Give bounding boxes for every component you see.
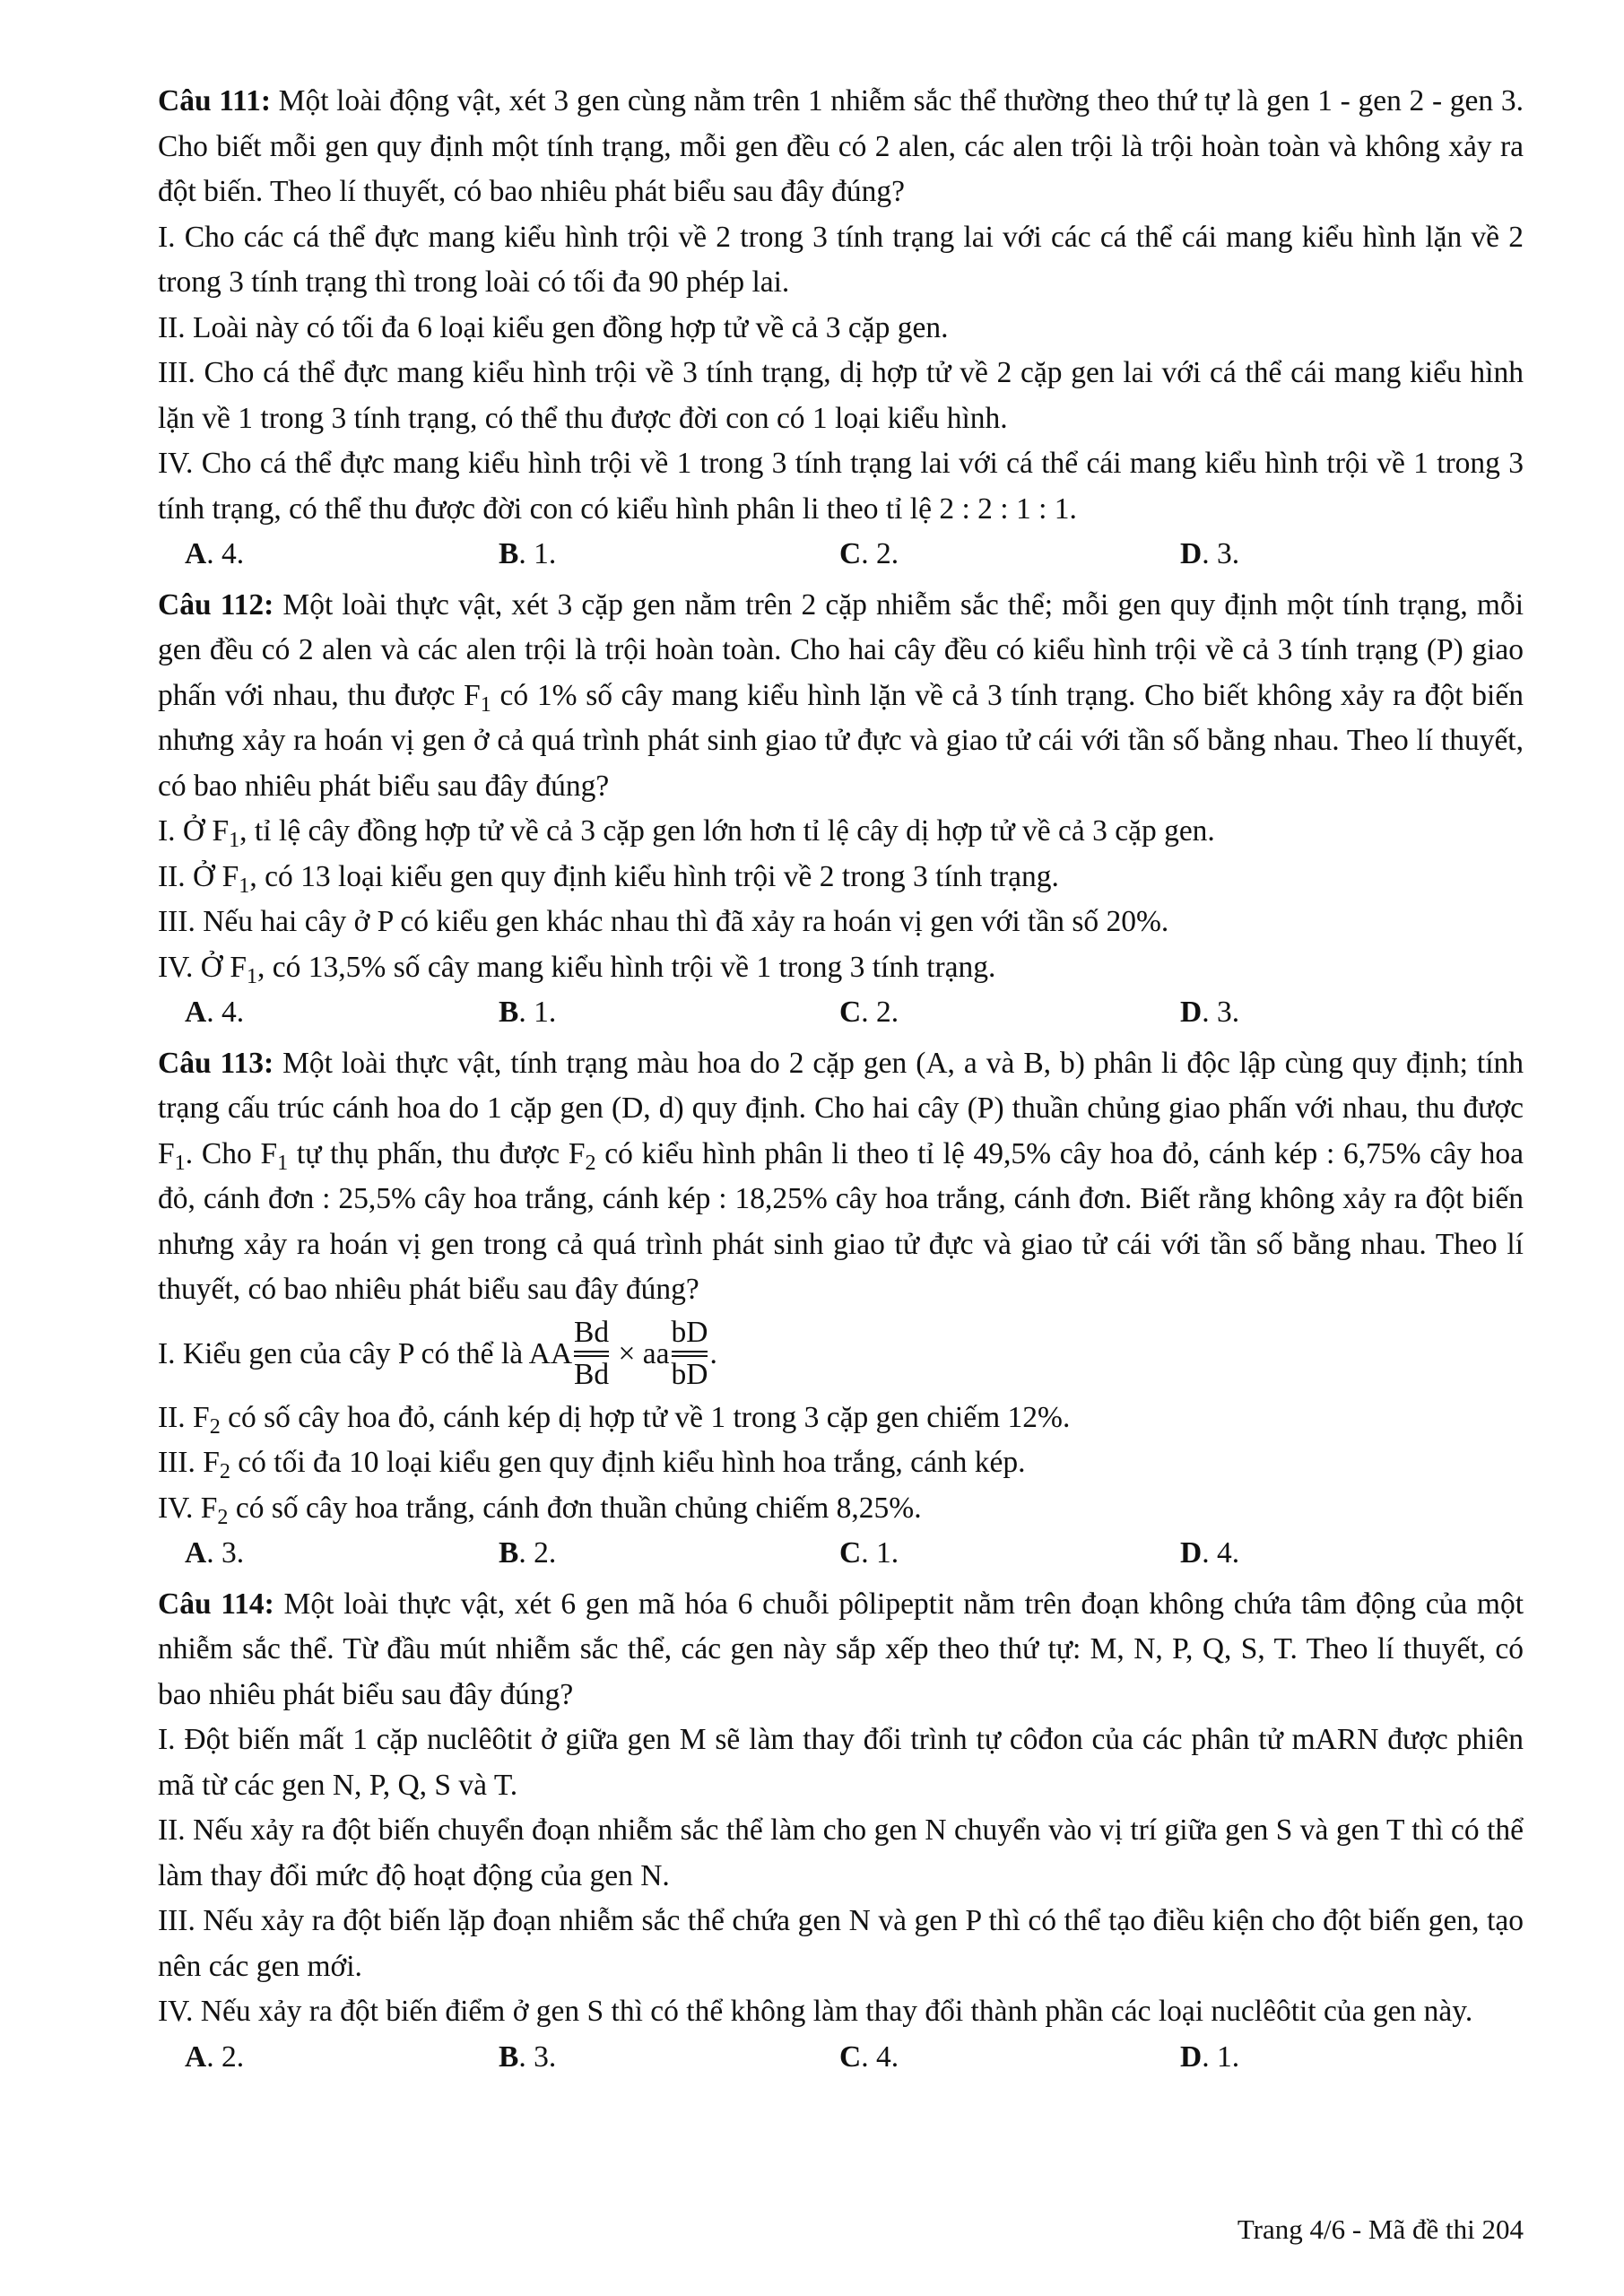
choice-d[interactable]: D. 4.: [1180, 1536, 1240, 1570]
question-113: [158, 1041, 1524, 1577]
statement-4: IV. $F_2$ có số cây hoa trắng, cánh đơn thuần chủng chiếm 8,25%.: [158, 1491, 922, 1529]
chromosome-double-line: [574, 1351, 609, 1357]
statement-4: IV. Nếu xảy ra đột biến điểm ở gen S thì có thể không làm thay đổi thành phần các loại nuclêôtit của gen này.: [158, 1995, 1473, 2028]
statement-2: II. $F_2$ có số cây hoa đỏ, cánh kép dị hợp tử về 1 trong 3 cặp gen chiếm 12%.: [158, 1400, 1071, 1439]
statement-2: II. Nếu xảy ra đột biến chuyển đoạn nhiễm sắc thể làm cho gen N chuyển vào vị trí giữa gen S và gen T thì có thể làm thay đổi mức độ hoạt động của gen N.: [158, 1813, 1524, 1892]
statement-3: III. Cho cá thể đực mang kiểu hình trội về 3 tính trạng, dị hợp tử về 2 cặp gen lai với cá thể cái mang kiểu hình lặn về 1 trong 3 tính trạng, có thể thu được đời con có 1 loại kiểu hình.: [158, 356, 1524, 435]
statement-1: I. Kiểu gen của cây P có thể là AA Bd Bd × aa bD bD .: [158, 1316, 717, 1391]
statement-4: IV. Cho cá thể đực mang kiểu hình trội về 1 trong 3 tính trạng lai với cá thể cái mang kiểu hình trội về 1 trong 3 tính trạng, có thể thu được đời con có kiểu hình phân li theo tỉ lệ 2 : 2 : 1 : 1.: [158, 447, 1524, 526]
choice-d[interactable]: D. 3.: [1180, 996, 1240, 1029]
question-stem: Câu 112: Một loài thực vật, xét 3 cặp gen nằm trên 2 cặp nhiễm sắc thể; mỗi gen quy định một tính trạng, mỗi gen đều có 2 alen và các alen trội là trội hoàn toàn. Cho hai cây đều có kiểu hình trội về cả 3 tính trạng (P) giao phấn với nhau, thu được $F_1$ có 1% số cây mang kiểu hình lặn về cả 3 tính trạng. Cho biết không xảy ra đột biến nhưng xảy ra hoán vị gen ở cả quá trình phát sinh giao tử đực và giao tử cái với tần số bằng nhau. Theo lí thuyết, có bao nhiêu phát biểu sau đây đúng?: [158, 587, 1524, 803]
statement-1: I. Cho các cá thể đực mang kiểu hình trội về 2 trong 3 tính trạng lai với các cá thể cái mang kiểu hình lặn về 2 trong 3 tính trạng thì trong loài có tối đa 90 phép lai.: [158, 220, 1524, 299]
choice-c[interactable]: C. 1.: [839, 1536, 899, 1570]
answer-choices: [158, 2035, 1524, 2081]
question-label: Câu 113:: [158, 1046, 274, 1080]
choice-d[interactable]: D. 3.: [1180, 537, 1240, 570]
question-stem: Câu 113: Một loài thực vật, tính trạng màu hoa do 2 cặp gen (A, a và B, b) phân li độc lập cùng quy định; tính trạng cấu trúc cánh hoa do 1 cặp gen (D, d) quy định. Cho hai cây (P) thuần chủng giao phấn với nhau, thu được $F_1$. Cho $F_1$ tự thụ phấn, thu được $F_2$ có kiểu hình phân li theo tỉ lệ 49,5% cây hoa đỏ, cánh kép : 6,75% cây hoa đỏ, cánh đơn : 25,5% cây hoa trắng, cánh kép : 18,25% cây hoa trắng, cánh đơn. Biết rằng không xảy ra đột biến nhưng xảy ra hoán vị gen trong cả quá trình phát sinh giao tử đực và giao tử cái với tần số bằng nhau. Theo lí thuyết, có bao nhiêu phát biểu sau đây đúng?: [158, 1046, 1524, 1306]
question-stem: Câu 114: Một loài thực vật, xét 6 gen mã hóa 6 chuỗi pôlipeptit nằm trên đoạn không chứa tâm động của một nhiễm sắc thể. Từ đầu mút nhiễm sắc thể, các gen này sắp xếp theo thứ tự: M, N, P, Q, S, T. Theo lí thuyết, có bao nhiêu phát biểu sau đây đúng?: [158, 1587, 1524, 1711]
question-112: [158, 583, 1524, 1036]
question-stem: Câu 111: Một loài động vật, xét 3 gen cùng nằm trên 1 nhiễm sắc thể thường theo thứ tự là gen 1 - gen 2 - gen 3. Cho biết mỗi gen quy định một tính trạng, mỗi gen đều có 2 alen, các alen trội là trội hoàn toàn và không xảy ra đột biến. Theo lí thuyết, có bao nhiêu phát biểu sau đây đúng?: [158, 84, 1524, 208]
question-label: Câu 112:: [158, 587, 274, 622]
statement-3: III. Nếu xảy ra đột biến lặp đoạn nhiễm sắc thể chứa gen N và gen P thì có thể tạo điều kiện cho đột biến gen, tạo nên các gen mới.: [158, 1904, 1524, 1983]
choice-c[interactable]: C. 2.: [839, 996, 899, 1029]
statement-3: III. $F_2$ có tối đa 10 loại kiểu gen quy định kiểu hình hoa trắng, cánh kép.: [158, 1446, 1026, 1483]
choice-b[interactable]: B. 1.: [499, 996, 557, 1029]
choice-a[interactable]: A. 4.: [185, 996, 245, 1029]
statement-3: III. Nếu hai cây ở P có kiểu gen khác nhau thì đã xảy ra hoán vị gen với tần số 20%.: [158, 905, 1169, 938]
answer-choices: [158, 532, 1524, 578]
choice-b[interactable]: B. 3.: [499, 2039, 557, 2074]
question-label: Câu 111:: [158, 84, 271, 117]
choice-c[interactable]: C. 4.: [839, 2039, 899, 2074]
choice-b[interactable]: B. 1.: [499, 537, 557, 570]
genotype-fraction: bD bD: [671, 1316, 708, 1391]
statement-4: IV. Ở $F_1$, có 13,5% số cây mang kiểu hình trội về 1 trong 3 tính trạng.: [158, 950, 996, 988]
question-114: [158, 1582, 1524, 2081]
page-footer: Trang 4/6 - Mã đề thi 204: [1237, 2213, 1524, 2245]
answer-choices: [158, 990, 1524, 1036]
choice-c[interactable]: C. 2.: [839, 537, 899, 570]
question-111: [158, 79, 1524, 578]
question-label: Câu 114:: [158, 1587, 274, 1621]
choice-d[interactable]: D. 1.: [1180, 2039, 1240, 2074]
choice-a[interactable]: A. 2.: [185, 2039, 245, 2074]
choice-b[interactable]: B. 2.: [499, 1536, 557, 1570]
answer-choices: [158, 1531, 1524, 1577]
chromosome-double-line: [672, 1351, 708, 1357]
choice-a[interactable]: A. 4.: [185, 537, 245, 570]
statement-1: I. Đột biến mất 1 cặp nuclêôtit ở giữa gen M sẽ làm thay đổi trình tự côđon của các phân tử mARN được phiên mã từ các gen N, P, Q, S và T.: [158, 1723, 1524, 1802]
statement-2: II. Loài này có tối đa 6 loại kiểu gen đồng hợp tử về cả 3 cặp gen.: [158, 310, 949, 344]
statement-2: II. Ở $F_1$, có 13 loại kiểu gen quy định kiểu hình trội về 2 trong 3 tính trạng.: [158, 859, 1059, 898]
statement-1: I. Ở $F_1$, tỉ lệ cây đồng hợp tử về cả 3 cặp gen lớn hơn tỉ lệ cây dị hợp tử về cả 3 cặp gen.: [158, 814, 1215, 852]
choice-a[interactable]: A. 3.: [185, 1536, 245, 1570]
genotype-fraction: Bd Bd: [574, 1316, 610, 1391]
